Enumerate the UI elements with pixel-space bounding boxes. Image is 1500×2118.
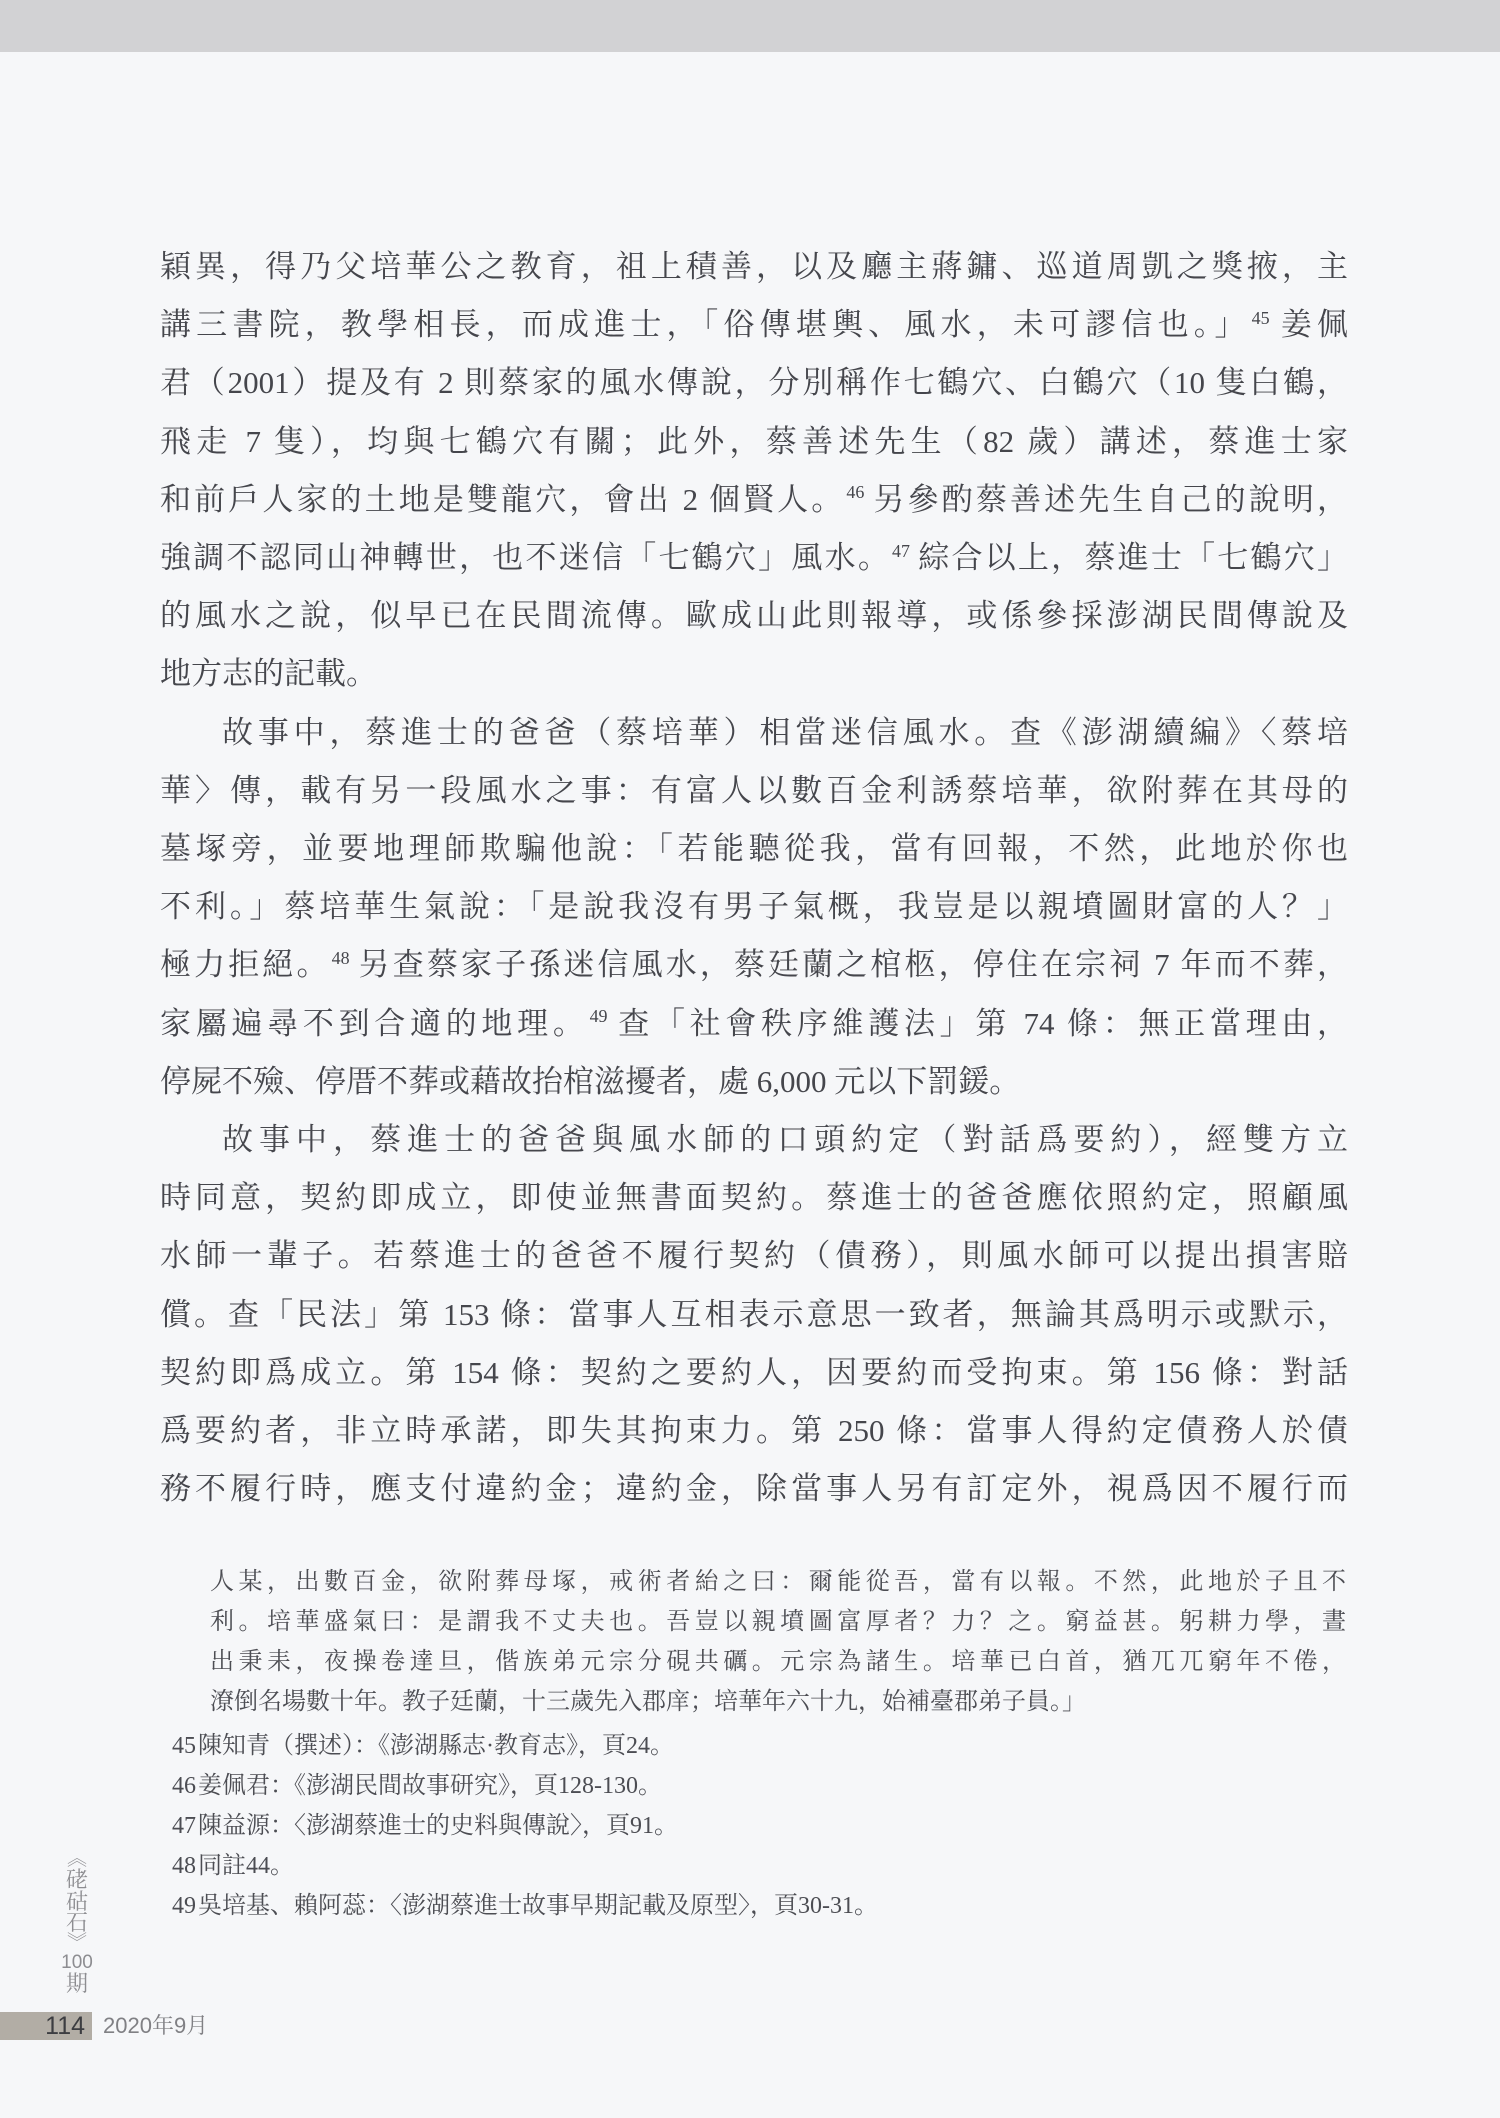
footnote xyxy=(172,1726,1352,1766)
body-line: 停屍不殮、停厝不葬或藉故抬棺滋擾者，處 6,000 元以下罰鍰。 xyxy=(160,1063,1021,1099)
paragraph xyxy=(160,1111,1348,1518)
body-line: 講三書院，教學相長，而成進士，「俗傳堪輿、風水，未可謬信也。」$^{45}$ 姜佩 xyxy=(160,307,1349,343)
footnote-ref: 46 xyxy=(846,482,865,503)
footnote-text: 吳培基、賴阿蕊：〈澎湖蔡進士故事早期記載及原型〉，頁30-31。 xyxy=(198,1893,878,1919)
footnote-quote-line: 利。培華盛氣曰：是謂我不丈夫也。吾豈以親墳圖富厚者？力？之。窮益甚。躬耕力學，晝 xyxy=(210,1609,1346,1635)
journal-spine-label xyxy=(58,1850,96,1994)
page-number-bar xyxy=(0,2012,92,2040)
footnote-text: 陳益源：〈澎湖蔡進士的史料與傳說〉，頁91。 xyxy=(198,1813,678,1839)
footnote-ref: 45 xyxy=(1251,307,1270,328)
body-line: 時同意，契約即成立，即使並無書面契約。蔡進士的爸爸應依照約定，照顧風 xyxy=(160,1180,1348,1216)
footnote xyxy=(172,1886,1352,1926)
body-line: 和前戶人家的土地是雙龍穴，會出 2 個賢人。$^{46}$ 另參酌蔡善述先生自己的說明， xyxy=(160,481,1349,517)
footnote-quote-line: 潦倒名場數十年。教子廷蘭，十三歲先入郡庠；培華年六十九，始補臺郡弟子員。」 xyxy=(210,1689,1086,1715)
body-line: 地方志的記載。 xyxy=(160,656,377,692)
body-line: 水師一輩子。若蔡進士的爸爸不履行契約（債務），則風水師可以提出損害賠 xyxy=(160,1238,1348,1274)
footnote-number: 47 xyxy=(172,1813,196,1839)
issue-date: 2020年9月 xyxy=(103,2013,209,2038)
body-line: 家屬遍尋不到合適的地理。$^{49}$ 查「社會秩序維護法」第 74 條：無正當理由， xyxy=(160,1005,1349,1041)
spine-character: 期 xyxy=(65,1970,88,1996)
body-line: 強調不認同山神轉世，也不迷信「七鶴穴」風水。$^{47}$ 綜合以上，蔡進士「七鶴穴」 xyxy=(160,540,1348,576)
footnote xyxy=(172,1846,1352,1886)
spine-character: 硓 xyxy=(65,1867,88,1892)
body-line: 務不履行時，應支付違約金；違約金，除當事人另有訂定外，視爲因不履行而 xyxy=(160,1471,1348,1507)
body-line: 極力拒絕。$^{48}$ 另查蔡家子孫迷信風水，蔡廷蘭之棺柩，停住在宗祠 7 年而不葬， xyxy=(160,947,1348,983)
body-line: 穎異，得乃父培華公之教育，祖上積善，以及廳主蔣鏞、巡道周凱之獎掖，主 xyxy=(160,249,1348,284)
footnote-quote-line: 出秉耒，夜操卷達旦，偕族弟元宗分硯共礪。元宗為諸生。培華已白首，猶兀兀窮年不倦， xyxy=(210,1649,1346,1675)
body-text xyxy=(160,238,1348,1518)
footnote-number: 49 xyxy=(172,1893,196,1919)
footnote xyxy=(172,1806,1352,1846)
footnote-ref: 49 xyxy=(589,1006,608,1027)
footnote-ref: 48 xyxy=(331,948,350,969)
footnote-text: 陳知青（撰述）：《澎湖縣志·教育志》，頁24。 xyxy=(198,1733,674,1759)
body-line: 償。查「民法」第 153 條：當事人互相表示意思一致者，無論其爲明示或默示， xyxy=(160,1296,1348,1332)
footnote-number: 46 xyxy=(172,1773,196,1799)
footnote-ref: 47 xyxy=(892,540,911,561)
spine-character: ︾ xyxy=(67,1931,87,1954)
scan-edge-band xyxy=(0,0,1500,52)
footnote xyxy=(172,1766,1352,1806)
spine-character: ︽ xyxy=(67,1848,87,1870)
footnote-text: 姜佩君：《澎湖民間故事研究》，頁128-130。 xyxy=(198,1773,662,1799)
spine-character: 𥑮 xyxy=(65,1888,88,1914)
paragraph xyxy=(160,238,1348,704)
body-line: 不利。」蔡培華生氣說：「是說我沒有男子氣概，我豈是以親墳圖財富的人？」 xyxy=(160,889,1348,925)
spine-character: 石 xyxy=(65,1910,88,1935)
footnotes-list xyxy=(172,1726,1352,1926)
body-line: 故事中，蔡進士的爸爸與風水師的口頭約定（對話爲要約），經雙方立 xyxy=(222,1122,1348,1158)
body-line: 君（2001）提及有 2 則蔡家的風水傳說，分別稱作七鶴穴、白鶴穴（10 隻白鶴， xyxy=(160,365,1348,401)
body-line: 華〉傳，載有另一段風水之事：有富人以數百金利誘蔡培華，欲附葬在其母的 xyxy=(160,772,1348,808)
footnote-number: 48 xyxy=(172,1853,196,1879)
body-line: 契約即爲成立。第 154 條：契約之要約人，因要約而受拘束。第 156 條：對話 xyxy=(160,1354,1348,1390)
body-line: 墓塚旁，並要地理師欺騙他說：「若能聽從我，當有回報，不然，此地於你也 xyxy=(160,831,1348,867)
paragraph xyxy=(160,704,1348,1111)
footnote-quote-block xyxy=(210,1562,1346,1722)
footnote-text: 同註44。 xyxy=(198,1853,294,1879)
footnote-quote-line: 人某，出數百金，欲附葬母塚，戒術者紿之曰：爾能從吾，當有以報。不然，此地於子且不 xyxy=(210,1569,1346,1595)
body-line: 爲要約者，非立時承諾，即失其拘束力。第 250 條：當事人得約定債務人於債 xyxy=(160,1413,1348,1449)
spine-issue-number: 100 xyxy=(61,1951,93,1973)
body-line: 故事中，蔡進士的爸爸（蔡培華）相當迷信風水。查《澎湖續編》〈蔡培 xyxy=(222,714,1348,750)
footnote-number: 45 xyxy=(172,1733,196,1759)
body-line: 飛走 7 隻），均與七鶴穴有關；此外，蔡善述先生（82 歲）講述，蔡進士家 xyxy=(160,423,1348,459)
page-number: 114 xyxy=(45,2012,85,2040)
body-line: 的風水之說，似早已在民間流傳。歐成山此則報導，或係參採澎湖民間傳說及 xyxy=(160,598,1348,634)
